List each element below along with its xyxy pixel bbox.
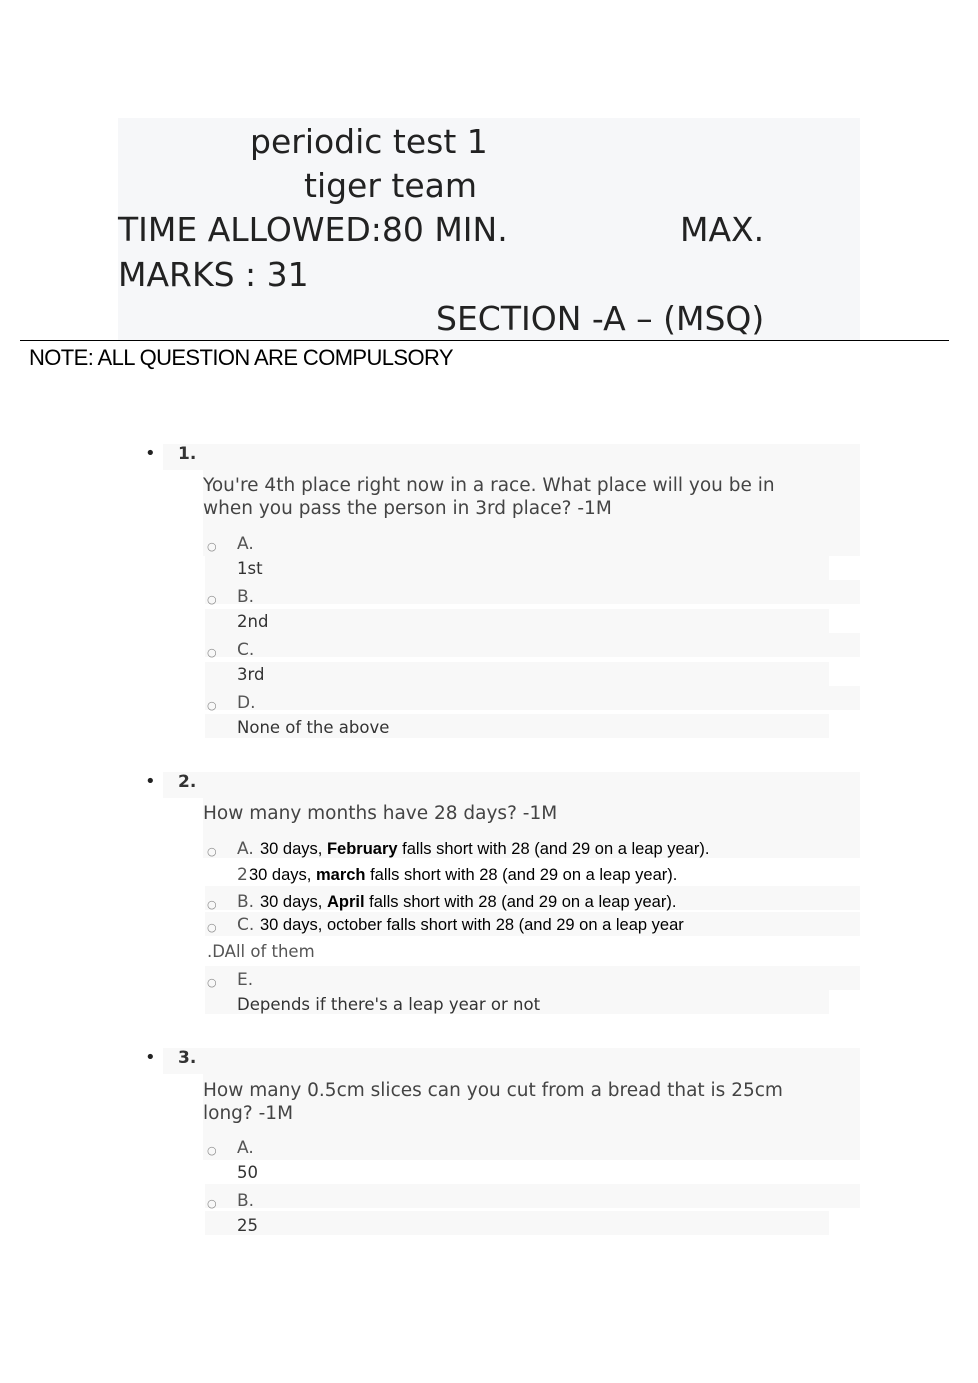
option-letter: B.: [237, 587, 255, 607]
option-bg: [205, 1211, 829, 1235]
option-text: 30 days, march falls short with 28 (and 29 on a leap year).: [249, 866, 678, 884]
option-letter: E.: [237, 970, 254, 990]
bullet-dot-icon: •: [145, 771, 156, 792]
section-title: SECTION -A – (MSQ): [436, 299, 765, 338]
option-letter: C.: [237, 915, 255, 935]
team-name: tiger team: [304, 166, 478, 205]
option-letter: A.: [237, 534, 254, 554]
option-letter: D.: [237, 693, 256, 713]
question-2-text: How many months have 28 days? -1M: [203, 803, 558, 824]
option-letter: A.: [237, 1138, 254, 1158]
option-letter: A.: [237, 839, 254, 859]
hollow-circle-icon: ○: [207, 593, 217, 606]
option-bg: [205, 966, 860, 990]
question-3-text-line1: How many 0.5cm slices can you cut from a bread that is 25cm: [203, 1080, 783, 1101]
option-bg: [205, 556, 829, 580]
option-text: Depends if there's a leap year or not: [237, 995, 541, 1014]
option-bg: [205, 633, 860, 657]
option-text: 50: [237, 1163, 258, 1182]
option-text: 25: [237, 1216, 258, 1235]
question-1-text-line1: You're 4th place right now in a race. What place will you be in: [203, 475, 775, 496]
hollow-circle-icon: ○: [207, 845, 217, 858]
option-bg: [205, 609, 829, 633]
option-letter: C.: [237, 640, 255, 660]
option-bg: [205, 662, 829, 686]
hollow-circle-icon: ○: [207, 976, 217, 989]
question-1-number-bg: [163, 444, 860, 470]
hollow-circle-icon: ○: [207, 1144, 217, 1157]
question-2-number-bg: [163, 772, 860, 798]
hollow-circle-icon: ○: [207, 699, 217, 712]
hollow-circle-icon: ○: [207, 646, 217, 659]
note-text: NOTE: ALL QUESTION ARE COMPULSORY: [29, 345, 453, 370]
option-bg: [205, 686, 860, 710]
option-bg: [205, 580, 860, 604]
bullet-dot-icon: •: [145, 1047, 156, 1068]
option-text: 30 days, April falls short with 28 (and 29 on a leap year).: [260, 893, 677, 911]
test-title: periodic test 1: [250, 122, 488, 161]
option-bg: [205, 1184, 860, 1208]
option-text: 30 days, February falls short with 28 (and 29 on a leap year).: [260, 840, 710, 858]
hollow-circle-icon: ○: [207, 1197, 217, 1210]
hollow-circle-icon: ○: [207, 921, 217, 934]
question-number: 2.: [178, 772, 197, 792]
option-text: 1st: [237, 559, 263, 578]
hollow-circle-icon: ○: [207, 540, 217, 553]
bullet-dot-icon: •: [145, 443, 156, 464]
option-text: 30 days, october falls short with 28 (and 29 on a leap year: [260, 916, 684, 934]
option-letter: B.: [237, 892, 255, 912]
option-text: None of the above: [237, 718, 390, 737]
option-letter: 2: [237, 865, 248, 885]
max-label: MAX.: [680, 210, 765, 249]
question-number: 1.: [178, 444, 197, 464]
question-3-number-bg: [163, 1048, 860, 1074]
header-divider: [20, 340, 949, 341]
hollow-circle-icon: ○: [207, 898, 217, 911]
question-3-text-line2: long? -1M: [203, 1103, 294, 1124]
test-header: [118, 118, 860, 340]
option-text: 2nd: [237, 612, 269, 631]
option-text: .DAll of them: [207, 942, 315, 961]
max-marks: MARKS : 31: [118, 255, 309, 294]
question-1-text-line2: when you pass the person in 3rd place? -1M: [203, 498, 612, 519]
option-letter: B.: [237, 1191, 255, 1211]
question-number: 3.: [178, 1048, 197, 1068]
option-text: 3rd: [237, 665, 265, 684]
time-allowed: TIME ALLOWED:80 MIN.: [118, 210, 508, 249]
